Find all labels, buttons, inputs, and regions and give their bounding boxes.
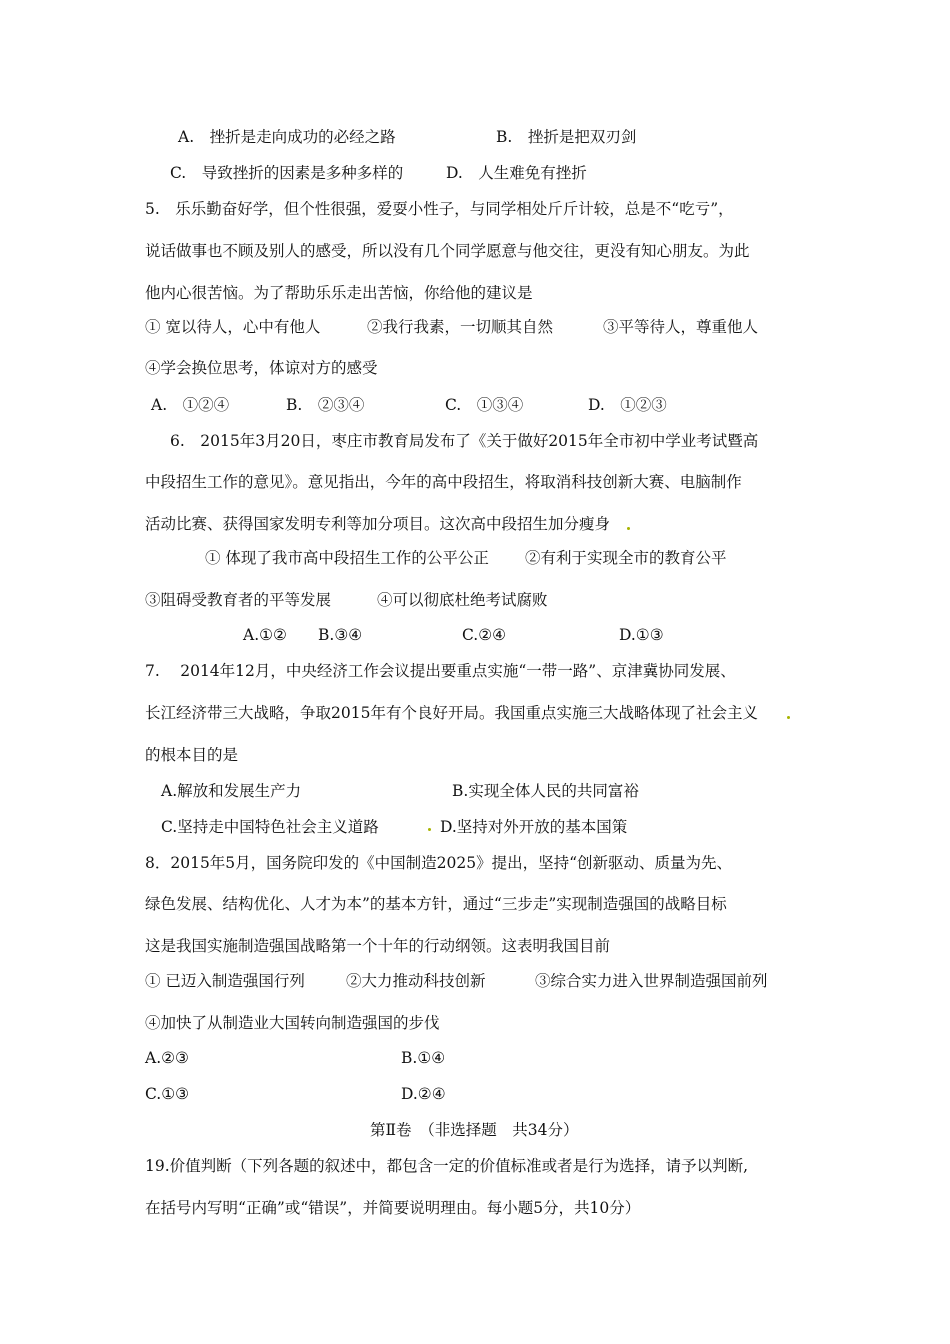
q4-option-a: A. 挫折是走向成功的必经之路	[178, 128, 396, 146]
q5-stem-line-3: 他内心很苦恼。为了帮助乐乐走出苦恼，你给他的建议是	[145, 284, 533, 302]
q6-statement-3: ③阻碍受教育者的平等发展	[145, 591, 332, 609]
q8-stem-line-2: 绿色发展、结构优化、人才为本”的基本方针，通过“三步走”实现制造强国的战略目标	[145, 895, 727, 913]
q6-stem-line-2: 中段招生工作的意见》。意见指出，今年的高中段招生，将取消科技创新大赛、电脑制作	[145, 473, 742, 491]
q5-statement-2: ②我行我素，一切顺其自然	[367, 318, 554, 336]
q6-option-c: C.②④	[462, 626, 507, 644]
q5-option-b: B. ②③④	[286, 396, 365, 414]
q7-option-b: B.实现全体人民的共同富裕	[452, 782, 639, 800]
q19-stem-line-2: 在括号内写明“正确”或“错误”，并简要说明理由。每小题5分，共10分）	[145, 1199, 641, 1217]
q8-option-b: B.①④	[401, 1049, 446, 1067]
q6-option-d: D.①③	[619, 626, 664, 644]
q6-statement-1: ① 体现了我市高中段招生工作的公平公正	[205, 549, 489, 567]
q8-statement-1: ① 已迈入制造强国行列	[145, 972, 305, 990]
q8-statement-3: ③综合实力进入世界制造强国前列	[535, 972, 768, 990]
q19-stem-line-1: 19.价值判断（下列各题的叙述中，都包含一定的价值标准或者是行为选择，请予以判断,	[145, 1157, 749, 1175]
q7-option-a: A.解放和发展生产力	[161, 782, 302, 800]
q7-stem-line-2: 长江经济带三大战略，争取2015年有个良好开局。我国重点实施三大战略体现了社会主义	[145, 704, 758, 722]
q4-option-d: D. 人生难免有挫折	[446, 164, 587, 182]
q6-statement-4: ④可以彻底杜绝考试腐败	[377, 591, 548, 609]
q5-option-d: D. ①②③	[588, 396, 667, 414]
q7-stem-line-1: 7. 2014年12月，中央经济工作会议提出要重点实施“一带一路”、京津冀协同发展、	[145, 662, 736, 680]
q8-option-c: C.①③	[145, 1085, 190, 1103]
q7-option-d: D.坚持对外开放的基本国策	[440, 818, 628, 836]
q8-statement-4: ④加快了从制造业大国转向制造强国的步伐	[145, 1014, 440, 1032]
q4-option-c: C. 导致挫折的因素是多种多样的	[170, 164, 404, 182]
q6-statement-2: ②有利于实现全市的教育公平	[525, 549, 727, 567]
q7-stem-line-3: 的根本目的是	[145, 746, 239, 764]
q5-stem-line-2: 说话做事也不顾及别人的感受，所以没有几个同学愿意与他交往，更没有知心朋友。为此	[145, 242, 750, 260]
q6-option-b: B.③④	[318, 626, 363, 644]
q8-stem-line-1: 8．2015年5月，国务院印发的《中国制造2025》提出，坚持“创新驱动、质量为先、	[145, 854, 733, 872]
q5-statement-3: ③平等待人，尊重他人	[603, 318, 759, 336]
q4-option-b: B. 挫折是把双刃剑	[496, 128, 637, 146]
q5-option-c: C. ①③④	[445, 396, 524, 414]
q5-option-a: A. ①②④	[151, 396, 230, 414]
q6-option-a: A.①②	[243, 626, 287, 644]
stray-dot-3	[428, 828, 431, 831]
q8-statement-2: ②大力推动科技创新	[346, 972, 486, 990]
q5-statement-4: ④学会换位思考，体谅对方的感受	[145, 359, 378, 377]
q7-option-c: C.坚持走中国特色社会主义道路	[161, 818, 379, 836]
q5-stem-line-1: 5. 乐乐勤奋好学，但个性很强，爱耍小性子，与同学相处斤斤计较，总是不“吃亏”，	[145, 200, 734, 218]
q8-option-a: A.②③	[145, 1049, 189, 1067]
q8-stem-line-3: 这是我国实施制造强国战略第一个十年的行动纲领。这表明我国目前	[145, 937, 611, 955]
q6-stem-line-1: 6. 2015年3月20日，枣庄市教育局发布了《关于做好2015年全市初中学业考试暨高	[170, 432, 759, 450]
stray-dot-1	[627, 527, 630, 530]
section-2-title: 第Ⅱ卷 （非选择题 共34分）	[370, 1121, 579, 1139]
q6-stem-line-3: 活动比赛、获得国家发明专利等加分项目。这次高中段招生加分瘦身	[145, 515, 611, 533]
q5-statement-1: ① 宽以待人，心中有他人	[145, 318, 321, 336]
q8-option-d: D.②④	[401, 1085, 446, 1103]
stray-dot-2	[787, 716, 790, 719]
